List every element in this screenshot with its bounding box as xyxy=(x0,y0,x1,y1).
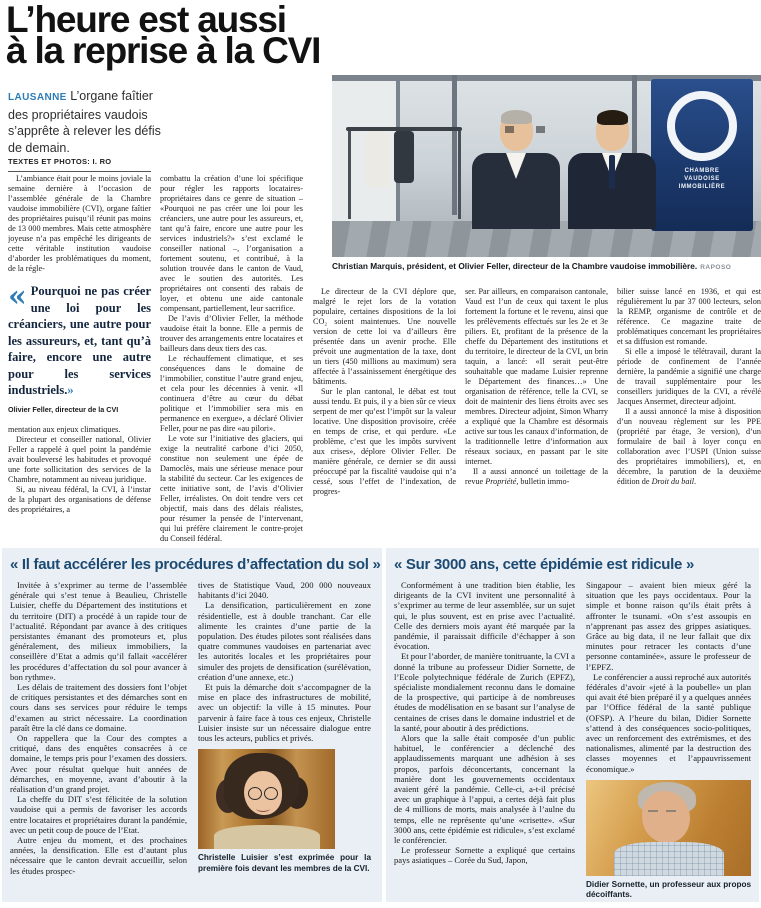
dark-hair xyxy=(597,110,628,125)
paragraph: De l’avis d’Olivier Feller, la méthode vaudoise était la bonne. Elle a permis de trouver des arrangements entre locataires et bailleurs dans deux tiers des cas. xyxy=(160,314,303,353)
lead-paragraph xyxy=(8,88,166,156)
paragraph: Conformément à une tradition bien établie, les dirigeants de la CVI invitent une personnalité à s’exprimer au terme de leur assemblée, sur un sujet qui, le plus souvent, est en prise avec l’actualité. Celle des derniers mois ayant été marquée par la pandémie, il paraissait difficile d’échapper à son évocation. xyxy=(394,580,575,652)
pull-quote xyxy=(8,279,151,415)
window-frame xyxy=(452,75,457,215)
box1-column-b xyxy=(198,580,371,876)
paragraph: bilier suisse lancé en 1936, et qui est régulièrement lu par 37 000 lecteurs, selon la REMP, organisme de contrôle et de référence. Ce magazine traite de problématiques concernant les propriétaires et sa diffusion est romande. xyxy=(617,287,761,346)
paragraph: mentation aux enjeux climatiques. xyxy=(8,424,121,434)
paragraph xyxy=(617,407,761,487)
tie xyxy=(609,155,615,189)
paragraph: Sur le plan cantonal, le débat est tout aussi tendu. Et puis, il y a bien sûr ce vieux serpent de mer qu’est l’impôt sur la valeur locative. Une disposition provisoire, créée en temps de crise, et qui perdure. «Le problème, c’est que les impôts survivent aux crises», déplore Olivier Feller. De manière générale, ce dernier se dit aussi préoccupé par la fiscalité vaudoise qui n’a cessé, sous l’effet de l’indexation, de progres- xyxy=(313,387,456,496)
paragraph-text: Il a aussi annoncé un toilettage de la revue xyxy=(465,467,608,486)
cvi-rollup-banner xyxy=(651,79,753,231)
beige-jacket xyxy=(214,825,320,849)
paragraph: Singapour – avaient bien mieux géré la situation que les pays occidentaux. Pour la simple et bonne raison qu’ils était prêts à affronter le tsunami. «On s’est assoupis en n’apprenant pas assez des grippes asiatiques. Grâce au big data, il ne leur fallait que dix minutes pour retracer les contacts d’une personne contaminée», assure le professeur de l’EPFZ. xyxy=(586,580,751,672)
sub-article-epidemie-ridicule xyxy=(386,548,759,902)
sub-article-2-headline: « Sur 3000 ans, cette épidémie est ridicule » xyxy=(394,556,694,573)
page-title xyxy=(6,0,321,71)
article-column-3 xyxy=(313,287,456,548)
headline-line-2: à la reprise à la CVI xyxy=(6,30,321,71)
dark-suit xyxy=(472,153,560,229)
man-olivier-feller xyxy=(568,112,656,229)
man-christian-marquis xyxy=(472,112,560,229)
photo-assembly-cvi xyxy=(332,75,761,257)
paragraph: combattu la création d’une loi spécifique pour régler les rapports locataires-propriétaires dans ce genre de situation – «Pourquoi ne pas créer une loi pour les créanciers, une autre pour les assureurs, et, tant qu’à faire, encore une autre pour les services industriels?» s’est exclamé le conseiller national –, l’organisation a fortement soutenu, et contribué, à la solution trouvée dans le canton de Vaud, avec le soutien des autorités. Les propriétaires ont consenti des rabais de loyer, et obtenu une aide cantonale compensant, partiellement, leur sacrifice. xyxy=(160,174,303,313)
article-column-2 xyxy=(160,174,303,548)
hanging-coat xyxy=(366,131,390,187)
banner-text-3: IMMOBILIÈRE xyxy=(678,184,726,190)
paragraph: L’ambiance était pour le moins joviale la semaine dernière à l’occasion de l’assemblée générale de la Chambre vaudoise immobilière (CVI), organe faîtier des propriétaires puisqu’il réunit pas moins de 13 000 membres. Mais cette atmosphère joyeuse n’a pas empêché les dirigeants de cette véritable institution vaudoise d’aborder les problématiques du moment, de la régle- xyxy=(8,174,151,273)
didier-photo-caption: Didier Sornette, un professeur aux propos décoiffants. xyxy=(586,879,751,900)
paragraph: Le professeur Sornette a expliqué que certains pays asiatiques – Corée du Sud, Japon, xyxy=(394,845,575,866)
byline: TEXTES ET PHOTOS: I. RO xyxy=(8,157,151,172)
navy-suit xyxy=(568,153,656,229)
article-column-1 xyxy=(8,174,151,548)
paragraph-text: , bulletin immo- xyxy=(516,477,570,486)
box1-column-a xyxy=(10,580,187,876)
eyebrow xyxy=(648,810,658,812)
paragraph: Directeur et conseiller national, Olivier Feller a rappelé à quel point la pandémie avait bouleversé les habitudes et provoqué une forte sollicitation des services de la Chambre, notamment au niveau juridique. xyxy=(8,434,151,484)
checked-shirt xyxy=(614,842,724,876)
paragraph: Les délais de traitement des dossiers font l’objet de critiques persistantes et des démarches sont en cours dans ses services pour réduire le temps d’examen au strict nécessaire. La coordination paraît être la clé dans ce domaine. xyxy=(10,682,187,733)
box2-column-d xyxy=(586,580,751,901)
paragraph-text: . xyxy=(694,477,697,486)
paragraph: Le réchauffement climatique, et ses conséquences dans le domaine de l’immobilier, constitue l’autre grand enjeu, et cela pour les décennies à venir. «Il continuera d’être au cœur du débat politique et l’immobilier sera mis en permanence en exergue», a déclaré Olivier Feller, pour ne pas dire «au pilori». xyxy=(160,354,303,433)
paragraph: Si, au niveau fédéral, la CVI, à l’instar de la plupart des organisations de défense des propriétaires, a xyxy=(8,484,151,514)
paragraph: La densification, particulièrement en zone résidentielle, est à double tranchant. Car elle alimente les craintes d’une partie de la population. Des études pilotes sont réalisées dans quatre communes vaudoises en partenariat avec les autorités locales et les propriétaires pour simuler des projets de densification (surélévation, création d’une annexe, etc.) xyxy=(198,600,371,682)
italic-droit-du-bail: Droit du bail xyxy=(651,477,695,486)
close-quote-icon: » xyxy=(67,383,74,397)
christelle-photo-caption: Christelle Luisier s’est exprimée pour la première fois devant les membres de la CVI. xyxy=(198,853,371,873)
paragraph: Le conférencier a aussi reproché aux autorités fédérales d’avoir «jeté à la poubelle» un plan qui avait été bien préparé il y a quelques années par l’Office fédéral de la santé publique (OFSP). A l’heure du bilan, Didier Sornette s’attend à des conséquences socio-politiques, avec un renforcement des extrémismes, et des nationalismes, alimenté par la destruction des classes moyennes et l’appauvrissement économique.» xyxy=(586,671,751,774)
paragraph: Le directeur de la CVI déplore que, malgré le rejet lors de la votation populaire, certaines dispositions de la loi CO₂ soient maintenues. Une nouvelle version de cette loi va d’ailleurs être présentée dans un avenir proche. Elle prévoit une augmentation de la taxe, dont un tiers (450 millions au maximum) sera affectée à l’assainissement énergétique des bâtiments. xyxy=(313,287,456,386)
photo-christelle-luisier xyxy=(198,749,335,849)
paragraph xyxy=(465,467,608,487)
photo-credit: RAPOSO xyxy=(700,264,732,271)
kicker-lausanne: LAUSANNE xyxy=(8,92,67,103)
paragraph-text: Il a aussi annoncé la mise à disposition d’un nouveau règlement sur les PPE (propriété par étage, 3e version), d’un formulaire de bail à loyer conçu en collaboration avec l’USPI (Union suisse des propriétaires immobiliers), et, en décembre, la parution de la deuxième édition de xyxy=(617,407,761,486)
coat-rack-leg xyxy=(458,131,461,219)
article-column-5 xyxy=(617,287,761,548)
sub-article-1-headline: « Il faut accélérer les procédures d’affectation du sol » xyxy=(10,556,381,573)
paragraph: Et puis la démarche doit s’accompagner de la mise en place des infrastructures de mobilité, avec un objectif: la ville à 15 minutes. Pour parvenir à faire face à tous ces enjeux, Christelle Luisier insiste sur un nécessaire dialogue entre tous les acteurs, publics et privés. xyxy=(198,682,371,744)
paragraph: Et pour l’aborder, de manière tonitruante, la CVI a donné la tribune au professeur Didier Sornette, de l’Ecole polytechnique fédérale de Zurich (EPFZ), spécialiste mondialement reconnu dans le domaine de la prospective, qui participe à de nombreuses études de modélisation en se basant sur l’analyse de centaines de crises dans le domaine industriel et de la santé, pour aboutir à des prédictions. xyxy=(394,651,575,733)
paragraph: Invitée à s’exprimer au terme de l’assemblée générale qui s’est tenue à Beaulieu, Christelle Luisier, cheffe du Département des institutions et du territoire (DIT) a procédé à un rapide tour de l’actualité. Répondant par avance à des critiques persistantes émanant des promoteurs et, plus généralement, des milieux immobiliers, la conseillère d’Etat a admis qu’il fallait «accélérer les procédures d’affectation du sol pour avancer à bon rythme». xyxy=(10,580,187,682)
banner-text-1: CHAMBRE xyxy=(684,168,720,174)
pull-quote-attribution: Olivier Feller, directeur de la CVI xyxy=(8,404,119,414)
glasses xyxy=(505,126,545,133)
hanging-coat xyxy=(394,131,414,183)
paragraph: tives de Statistique Vaud, 200 000 nouveaux habitants d’ici 2040. xyxy=(198,580,371,601)
banner-text-2: VAUDOISE xyxy=(684,176,720,182)
paragraph: Le vote sur l’initiative des glaciers, qui exige la neutralité carbone d’ici 2050, constitue non seulement une épée de Damoclès, mais une sérieuse menace pour la stabilité du secteur. Car les exigences de cette initiative sont, de l’avis d’Olivier Feller, irréalistes. On doit tendre vers cet objectif, mais dans des délais réalistes, pour résumer la pensée de l’intervenant, qui lui préfère clairement le contre-projet du Conseil fédéral. xyxy=(160,434,303,543)
paragraph: Si elle a imposé le télétravail, durant la période de confinement de l’année dernière, la pandémie a signifié une charge de travail supplémentaire pour les conseillers juridiques de la CVI, a révélé Jacques Ansermet, directeur adjoint. xyxy=(617,347,761,406)
paragraph: Alors que la salle était composée d’un public habituel, le conférencier a déclenché des applaudissements marquant une adhésion à ses propos, parfois déconcertants, concernant la manière dont les gouvernements occidentaux avaient géré la pandémie. Celle-ci, a-t-il précisé avec un graphique à l’appui, a certes déjà fait plus de 4 millions de morts, mais analysée à l’aulne du temps, elle ne représente qu’une «crisette». «Sur 3000 ans, cette épidémie est ridicule», s’est exclamé le conférencier. xyxy=(394,733,575,846)
white-shirt xyxy=(506,153,526,179)
face xyxy=(500,112,533,151)
photo-didier-sornette xyxy=(586,780,751,876)
article-column-4 xyxy=(465,287,608,548)
grey-hair xyxy=(501,110,532,124)
open-quote-icon: « xyxy=(8,279,27,314)
pull-quote-text: Pourquoi ne pas créer une loi pour les créanciers, une autre pour les assureurs, et, tant qu’à faire, encore une autre pour les services industriels. xyxy=(8,284,151,397)
paragraph: ser. Par ailleurs, en comparaison cantonale, Vaud est l’un de ceux qui taxent le plus fortement la fortune et le revenu, ainsi que les prélèvements effectués sur les 2e et 3e piliers. Et, profitant de la présence de la cheffe du Département des institutions et du territoire, le directeur de la CVI, un brin taquin, a lancé: «Il serait peut-être souhaitable que madame Luisier reprenne le Département des finances…» Une organisation de référence, telle la CVI, se doit de maintenir des liens étroits avec ses membres. Directeur adjoint, Simon Wharry a expliqué que la Chambre est désormais active sur tous les canaux d’information, de la traditionnelle lettre d’information aux réseaux sociaux, en passant par le site internet. xyxy=(465,287,608,466)
italic-revue-propriete: Propriété xyxy=(485,477,517,486)
headline-line-1: L’heure est aussi xyxy=(6,0,286,40)
paragraph: Autre enjeu du moment, et des prochaines années, la densification. Elle est d’autant plus nécessaire que le canton devrait accueillir, selon les études prospec- xyxy=(10,835,187,876)
main-photo-caption xyxy=(332,261,761,271)
sub-article-affectation-du-sol xyxy=(2,548,382,902)
paragraph: On rappellera que la Cour des comptes a critiqué, dans des enquêtes consacrées à ce domaine, le temps pris pour l’examen des dossiers. Avec pour résultat quelque huit années de démarches, en moyenne, avant d’aboutir à la réalisation d’un grand projet. xyxy=(10,733,187,795)
paragraph: La cheffe du DIT s’est félicitée de la solution vaudoise qui a permis de favoriser les accords entre locataires et propriétaires durant la pandémie, avec un petit coup de pouce de l’Etat. xyxy=(10,794,187,835)
caption-text: Christian Marquis, président, et Olivier Feller, directeur de la Chambre vaudoise immobilière. xyxy=(332,261,698,271)
face xyxy=(642,791,690,843)
lead-text: L’organe faîtier des propriétaires vaudois s’apprête à relever les défis de demain. xyxy=(8,89,161,155)
box2-column-c xyxy=(394,580,575,901)
cvi-logo-ring xyxy=(667,91,737,161)
eyebrow xyxy=(666,810,676,812)
face xyxy=(596,112,629,151)
coat-rack-leg xyxy=(348,131,351,219)
